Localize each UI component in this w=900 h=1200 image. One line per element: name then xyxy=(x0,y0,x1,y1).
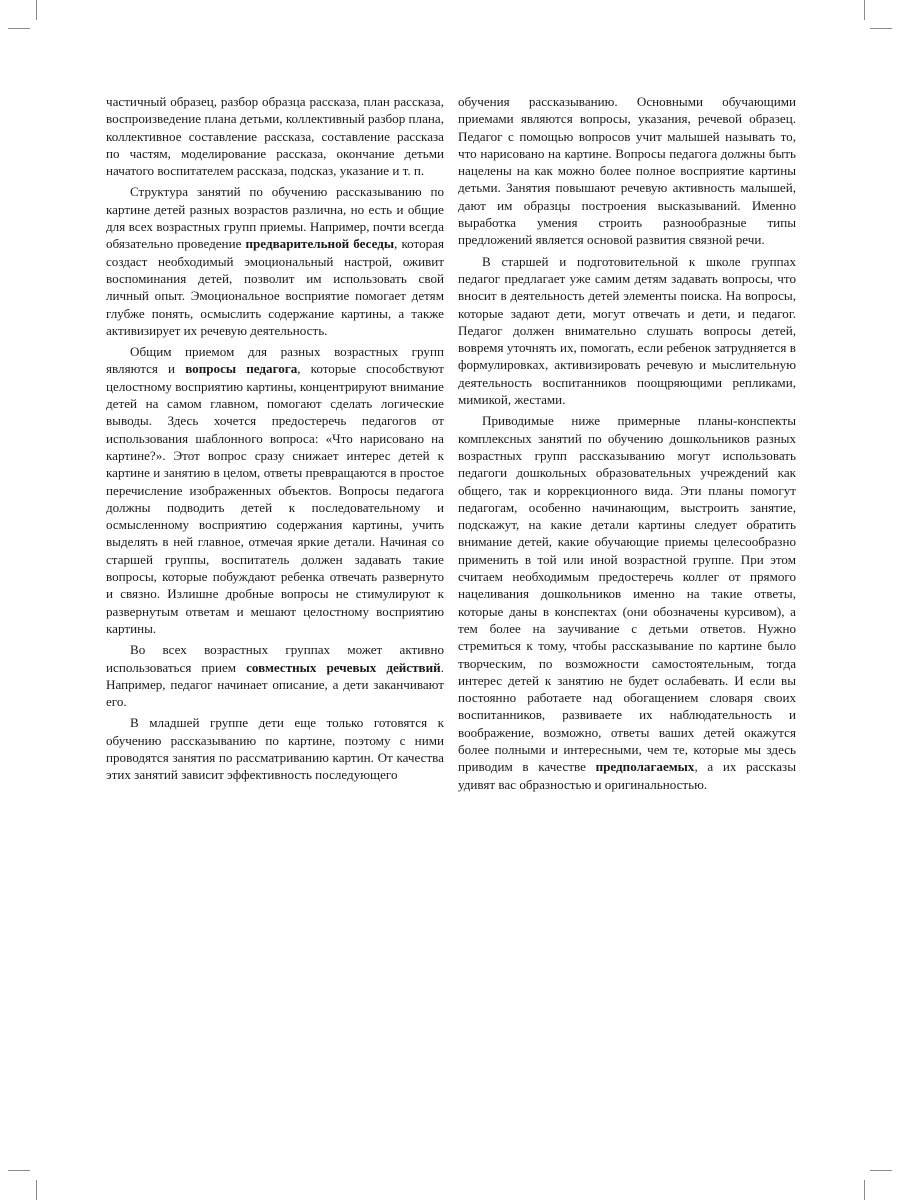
paragraph xyxy=(106,641,444,710)
crop-mark-top-left-horizontal xyxy=(8,28,30,29)
text-run: частичный образец, разбор образца рассказа, план рассказа, воспроизведение плана детьми, коллективный разбор плана, коллективное составление рассказа, составление рассказа по частям, моделирование рассказа, окончание детьми начатого воспитателем рассказа, подсказ, указание и т. п. xyxy=(106,94,444,179)
text-run: Приводимые ниже примерные планы-конспекты комплексных занятий по обучению дошкольников разных возрастных групп рассказыванию могут использовать педагоги дошкольных образовательных учреждений как общего, так и коррекционного вида. Эти планы помогут педагогам, особенно начинающим, выстроить занятие, подскажут, на какие детали картины следует обратить внимание детей, какие обучающие приемы целесообразно применить в той или иной возрастной группе. При этом считаем необходимым предостеречь коллег от прямого нацеливания дошкольников именно на такие ответы, которые даны в конспектах (они обозначены курсивом), а тем более на заучивание с детьми ответов. Нужно стремиться к тому, чтобы рассказывание по картине было творческим, по возможности самостоятельным, тогда интерес детей к занятию не будет ослабевать. И если вы постоянно работаете над обогащением словаря своих воспитанников, развиваете их наблюдательность и воображение, возможно, ответы ваших детей окажутся более полными и интересными, чем те, которые мы здесь приводим в качестве xyxy=(458,413,796,775)
paragraph xyxy=(106,714,444,783)
text-run: . Например, педагог начинает описание, а дети заканчивают его. xyxy=(106,659,444,710)
bold-term: предварительной беседы xyxy=(245,236,395,252)
text-run: Общим приемом для разных возрастных групп являются и xyxy=(106,344,444,377)
text-run: В старшей и подготовительной к школе группах педагог предлагает уже самим детям задавать вопросы, что вносит в деятельность детей элементы поиска. На вопросы, которые задают дети, могут отвечать и дети, и педагог. Педагог должен внимательно слушать вопросы детей, вовремя уточнять их, помогать, если ребенок затрудняется в формулировках, активизировать речевую и мыслительную деятельность воспитанников поощряющими репликами, мимикой, жестами. xyxy=(458,253,796,408)
bold-term: совместных речевых действий xyxy=(246,659,441,675)
crop-mark-top-right-vertical xyxy=(864,0,865,20)
paragraph xyxy=(106,93,444,179)
text-run: обучения рассказыванию. Основными обучающими приемами являются вопросы, указания, речевой образец. Педагог с помощью вопросов учит малышей называть то, что нарисовано на картине. Вопросы педагога должны быть нацелены на как можно более полное восприятие картины детьми. Занятия повышают речевую активность малышей, дают им образцы построения высказываний. Именно выработка умения строить разнообразные типы предложений является основой развития связной речи. xyxy=(458,94,796,248)
text-column-left xyxy=(106,93,444,784)
text-run: В младшей группе дети еще только готовятся к обучению рассказыванию по картине, поэтому с ними проводятся занятия по рассматриванию картин. От качества этих занятий зависит эффективность последующего xyxy=(106,715,444,783)
text-run: Структура занятий по обучению рассказыванию по картине детей разных возрастов различна, но есть и общие для всех возрастных групп приемы. Например, почти всегда обязательно проведение xyxy=(106,184,444,252)
crop-mark-bottom-left-horizontal xyxy=(8,1170,30,1171)
crop-mark-top-right-horizontal xyxy=(870,28,892,29)
paragraph xyxy=(458,253,796,409)
paragraph xyxy=(106,183,444,339)
bold-term: предполагаемых xyxy=(595,759,695,775)
text-run: Во всех возрастных группах может активно использоваться прием xyxy=(106,642,444,675)
paragraph xyxy=(458,412,796,793)
text-run: , а их рассказы удивят вас образностью и оригинальностью. xyxy=(458,759,797,792)
crop-mark-bottom-right-horizontal xyxy=(870,1170,892,1171)
paragraph xyxy=(458,93,796,249)
crop-mark-top-left-vertical xyxy=(36,0,37,20)
text-run: , которые способствуют целостному восприятию картины, концентрируют внимание детей на самом главном, помогают сделать логические выводы. Здесь хочется предостеречь педагогов от использования шаблонного вопроса: «Что нарисовано на картине?». Этот вопрос сразу снижает интерес детей к картине и занятию в целом, ответы превращаются в простое перечисление изображенных объектов. Вопросы педагога должны подводить детей к последовательному и осмысленному восприятию содержания картины, учить выделять в ней главное, отмечая яркие детали. Начиная со старшей группы, воспитатель должен задавать такие вопросы, которые побуждают ребенка отвечать развернуто и связно. Излишне дробные вопросы не стимулируют к развернутым ответам и мешают целостному восприятию картины. xyxy=(106,361,444,636)
bold-term: вопросы педагога xyxy=(185,361,298,377)
crop-mark-bottom-left-vertical xyxy=(36,1180,37,1200)
paragraph xyxy=(106,343,444,637)
text-run: , которая создаст необходимый эмоциональный настрой, оживит воспоминания детей, позволит им использовать свой личный опыт. Эмоциональное восприятие помогает детям глубже понять, осмыслить содержание картины, а также активизирует их речевую деятельность. xyxy=(106,236,444,338)
crop-mark-bottom-right-vertical xyxy=(864,1180,865,1200)
text-column-right xyxy=(458,93,796,793)
